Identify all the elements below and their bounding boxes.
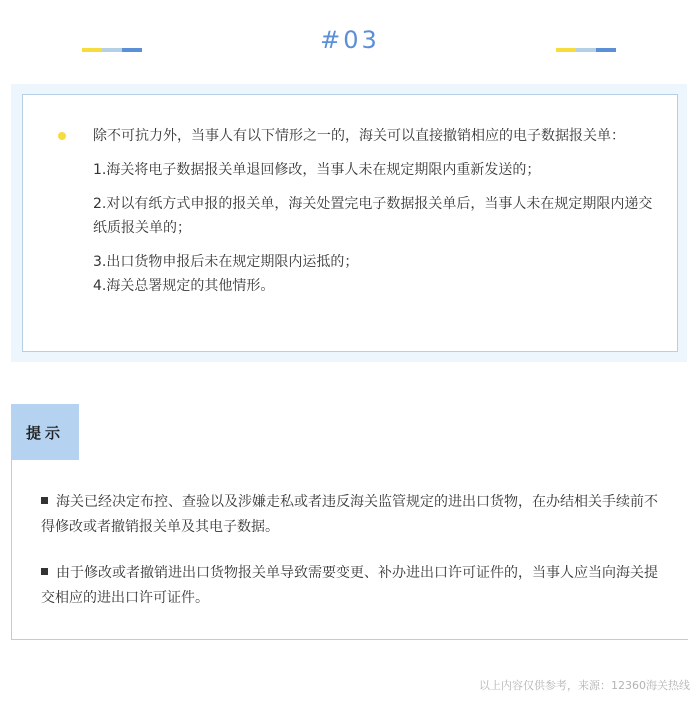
tip-item — [41, 561, 671, 611]
tip-item-text: 海关已经决定布控、查验以及涉嫌走私或者违反海关监管规定的进出口货物，在办结相关手续前不得修改或者撤销报关单及其电子数据。 — [41, 494, 658, 535]
stripe-segment — [556, 48, 576, 52]
decor-stripe-right — [556, 48, 616, 52]
stripe-segment — [596, 48, 616, 52]
notice-intro: 除不可抗力外，当事人有以下情形之一的，海关可以直接撤销相应的电子数据报关单： — [93, 128, 625, 144]
notice-item: 3.出口货物申报后未在规定期限内运抵的； — [93, 254, 359, 270]
notice-item: 1.海关将电子数据报关单退回修改，当事人未在规定期限内重新发送的； — [93, 162, 541, 178]
square-bullet-icon — [41, 497, 48, 504]
section-number: #03 — [320, 26, 380, 54]
stripe-segment — [576, 48, 596, 52]
tip-item-text: 由于修改或者撤销进出口货物报关单导致需要变更、补办进出口许可证件的，当事人应当向海关提交相应的进出口许可证件。 — [41, 565, 658, 606]
notice-item: 4.海关总署规定的其他情形。 — [93, 278, 275, 294]
source-footer: 以上内容仅供参考，来源：12360海关热线 — [479, 679, 690, 692]
bullet-dot-icon — [58, 132, 66, 140]
tip-label: 提示 — [11, 404, 79, 460]
square-bullet-icon — [41, 568, 48, 575]
section-header — [0, 0, 700, 80]
tip-content — [41, 490, 671, 632]
tip-item — [41, 490, 671, 540]
notice-item: 2.对以有纸方式申报的报关单，海关处置完电子数据报关单后，当事人未在规定期限内递交纸质报关单的； — [93, 196, 653, 236]
notice-content — [93, 124, 653, 298]
